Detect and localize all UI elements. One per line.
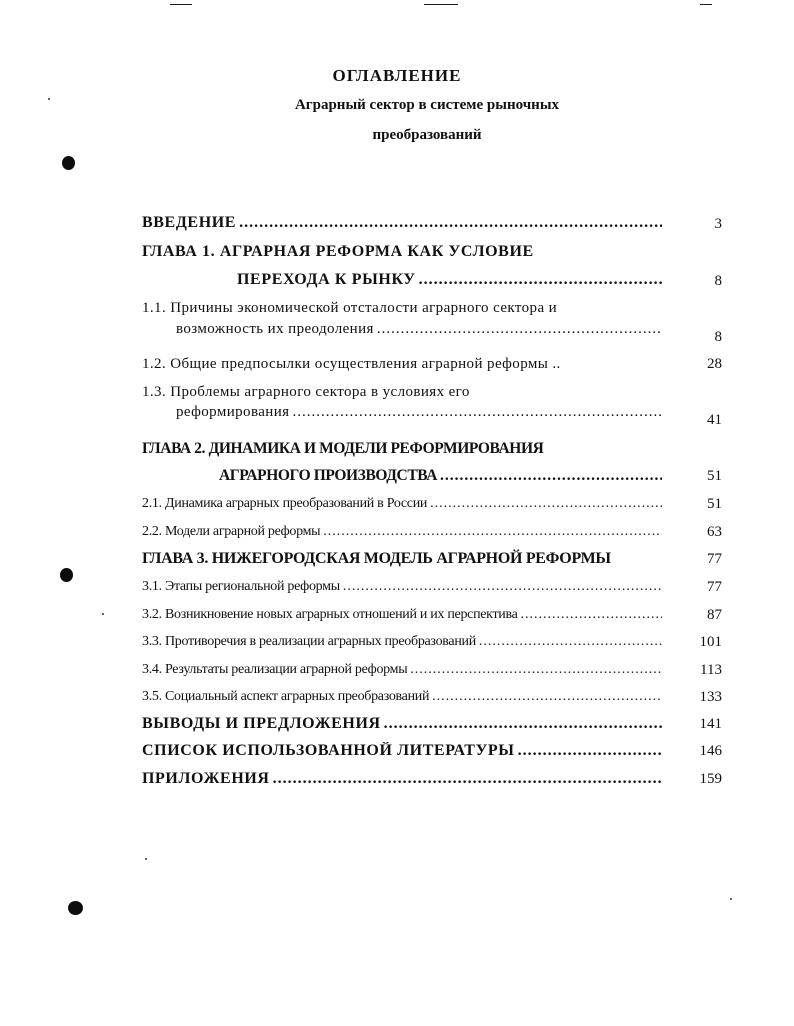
toc-label: СПИСОК ИСПОЛЬЗОВАННОЙ ЛИТЕРАТУРЫ [142,742,515,759]
toc-label: АГРАРНОГО ПРОИЗВОДСТВА [219,467,438,484]
toc-label: ВЫВОДЫ И ПРЕДЛОЖЕНИЯ [142,715,381,732]
toc-label: реформирования [176,404,290,420]
scan-speck [730,898,732,900]
page-number: 63 [707,524,722,540]
toc-label: 2.2. Модели аграрной реформы [142,524,321,539]
toc-label: возможность их преодоления [176,321,374,337]
punch-hole-mark [60,568,73,582]
toc-entry-chapter-1-line2 [237,271,662,289]
toc-label: ВВЕДЕНИЕ [142,214,237,231]
page-title: ОГЛАВЛЕНИЕ [332,66,462,85]
punch-hole-mark [68,901,83,915]
leader-dots [432,689,662,705]
toc-entry-appendices [142,770,662,788]
toc-entry-section-3-2 [142,607,662,623]
toc-entry-section-3-1 [142,579,662,595]
toc-label: 3.2. Возникновение новых аграрных отношений и их перспектива [142,607,518,622]
toc-entry-chapter-2-line2 [219,467,662,485]
toc-entry-section-1-1-line2 [176,321,662,338]
page-number: 159 [699,771,722,787]
toc-entry-section-3-4 [142,662,662,678]
toc-entry-conclusions [142,715,662,733]
scan-mark-top [700,4,712,5]
toc-entry-section-3-5 [142,689,662,705]
leader-dots [410,662,662,678]
toc-entry-chapter-3: ГЛАВА 3. НИЖЕГОРОДСКАЯ МОДЕЛЬ АГРАРНОЙ РЕФОРМЫ [142,550,611,567]
toc-label: 2.1. Динамика аграрных преобразований в России [142,496,428,511]
leader-dots [440,467,662,485]
page-number: 146 [699,743,722,759]
page-number: 8 [714,273,722,289]
page-number: 77 [707,579,722,595]
leader-dots [273,770,662,788]
scan-speck [102,613,104,615]
leader-dots [521,607,662,623]
toc-label: ПЕРЕХОДА К РЫНКУ [237,271,416,288]
page-number: 51 [707,468,722,484]
leader-dots [343,579,662,595]
page-subtitle-line2: преобразований [372,127,482,143]
toc-entry-references [142,742,662,760]
punch-hole-mark [62,156,75,170]
page-number: 87 [707,607,722,623]
leader-dots [419,271,662,289]
page-number: 8 [714,329,722,345]
toc-label: 3.5. Социальный аспект аграрных преобразований [142,689,430,704]
toc-entry-section-1-2: 1.2. Общие предпосылки осуществления аграрной реформы .. [142,356,561,372]
toc-label: 3.4. Результаты реализации аграрной реформы [142,662,408,677]
page-number: 101 [699,634,722,650]
toc-entry-section-1-3-line2 [176,404,662,421]
page-number: 3 [714,216,722,232]
leader-dots [518,742,662,760]
toc-entry-chapter-1-line1: ГЛАВА 1. АГРАРНАЯ РЕФОРМА КАК УСЛОВИЕ [142,243,534,260]
toc-label: ПРИЛОЖЕНИЯ [142,770,270,787]
leader-dots [384,715,662,733]
toc-entry-section-1-3-line1: 1.3. Проблемы аграрного сектора в условиях его [142,384,470,400]
toc-entry-intro [142,214,662,232]
page-number: 113 [700,662,722,678]
toc-entry-section-1-1-line1: 1.1. Причины экономической отсталости аграрного сектора и [142,300,558,316]
page-subtitle-line1: Аграрный сектор в системе рыночных [294,97,560,113]
leader-dots [479,634,662,650]
toc-entry-section-2-2 [142,524,662,540]
scan-speck [145,858,147,860]
toc-entry-chapter-2-line1: ГЛАВА 2. ДИНАМИКА И МОДЕЛИ РЕФОРМИРОВАНИЯ [142,440,544,457]
page-number: 28 [707,356,722,372]
scan-mark-top [424,4,458,5]
scan-mark-top [170,4,192,5]
toc-label: 3.3. Противоречия в реализации аграрных преобразований [142,634,476,649]
page-number: 51 [707,496,722,512]
toc-entry-section-2-1 [142,496,662,512]
leader-dots [239,214,662,232]
page-number: 133 [699,689,722,705]
page-number: 141 [699,716,722,732]
leader-dots [430,496,662,512]
page-number: 77 [707,551,722,567]
page-number: 41 [707,412,722,428]
leader-dots [377,321,662,338]
toc-entry-section-3-3 [142,634,662,650]
leader-dots [292,404,662,421]
leader-dots [323,524,662,540]
toc-label: 3.1. Этапы региональной реформы [142,579,340,594]
